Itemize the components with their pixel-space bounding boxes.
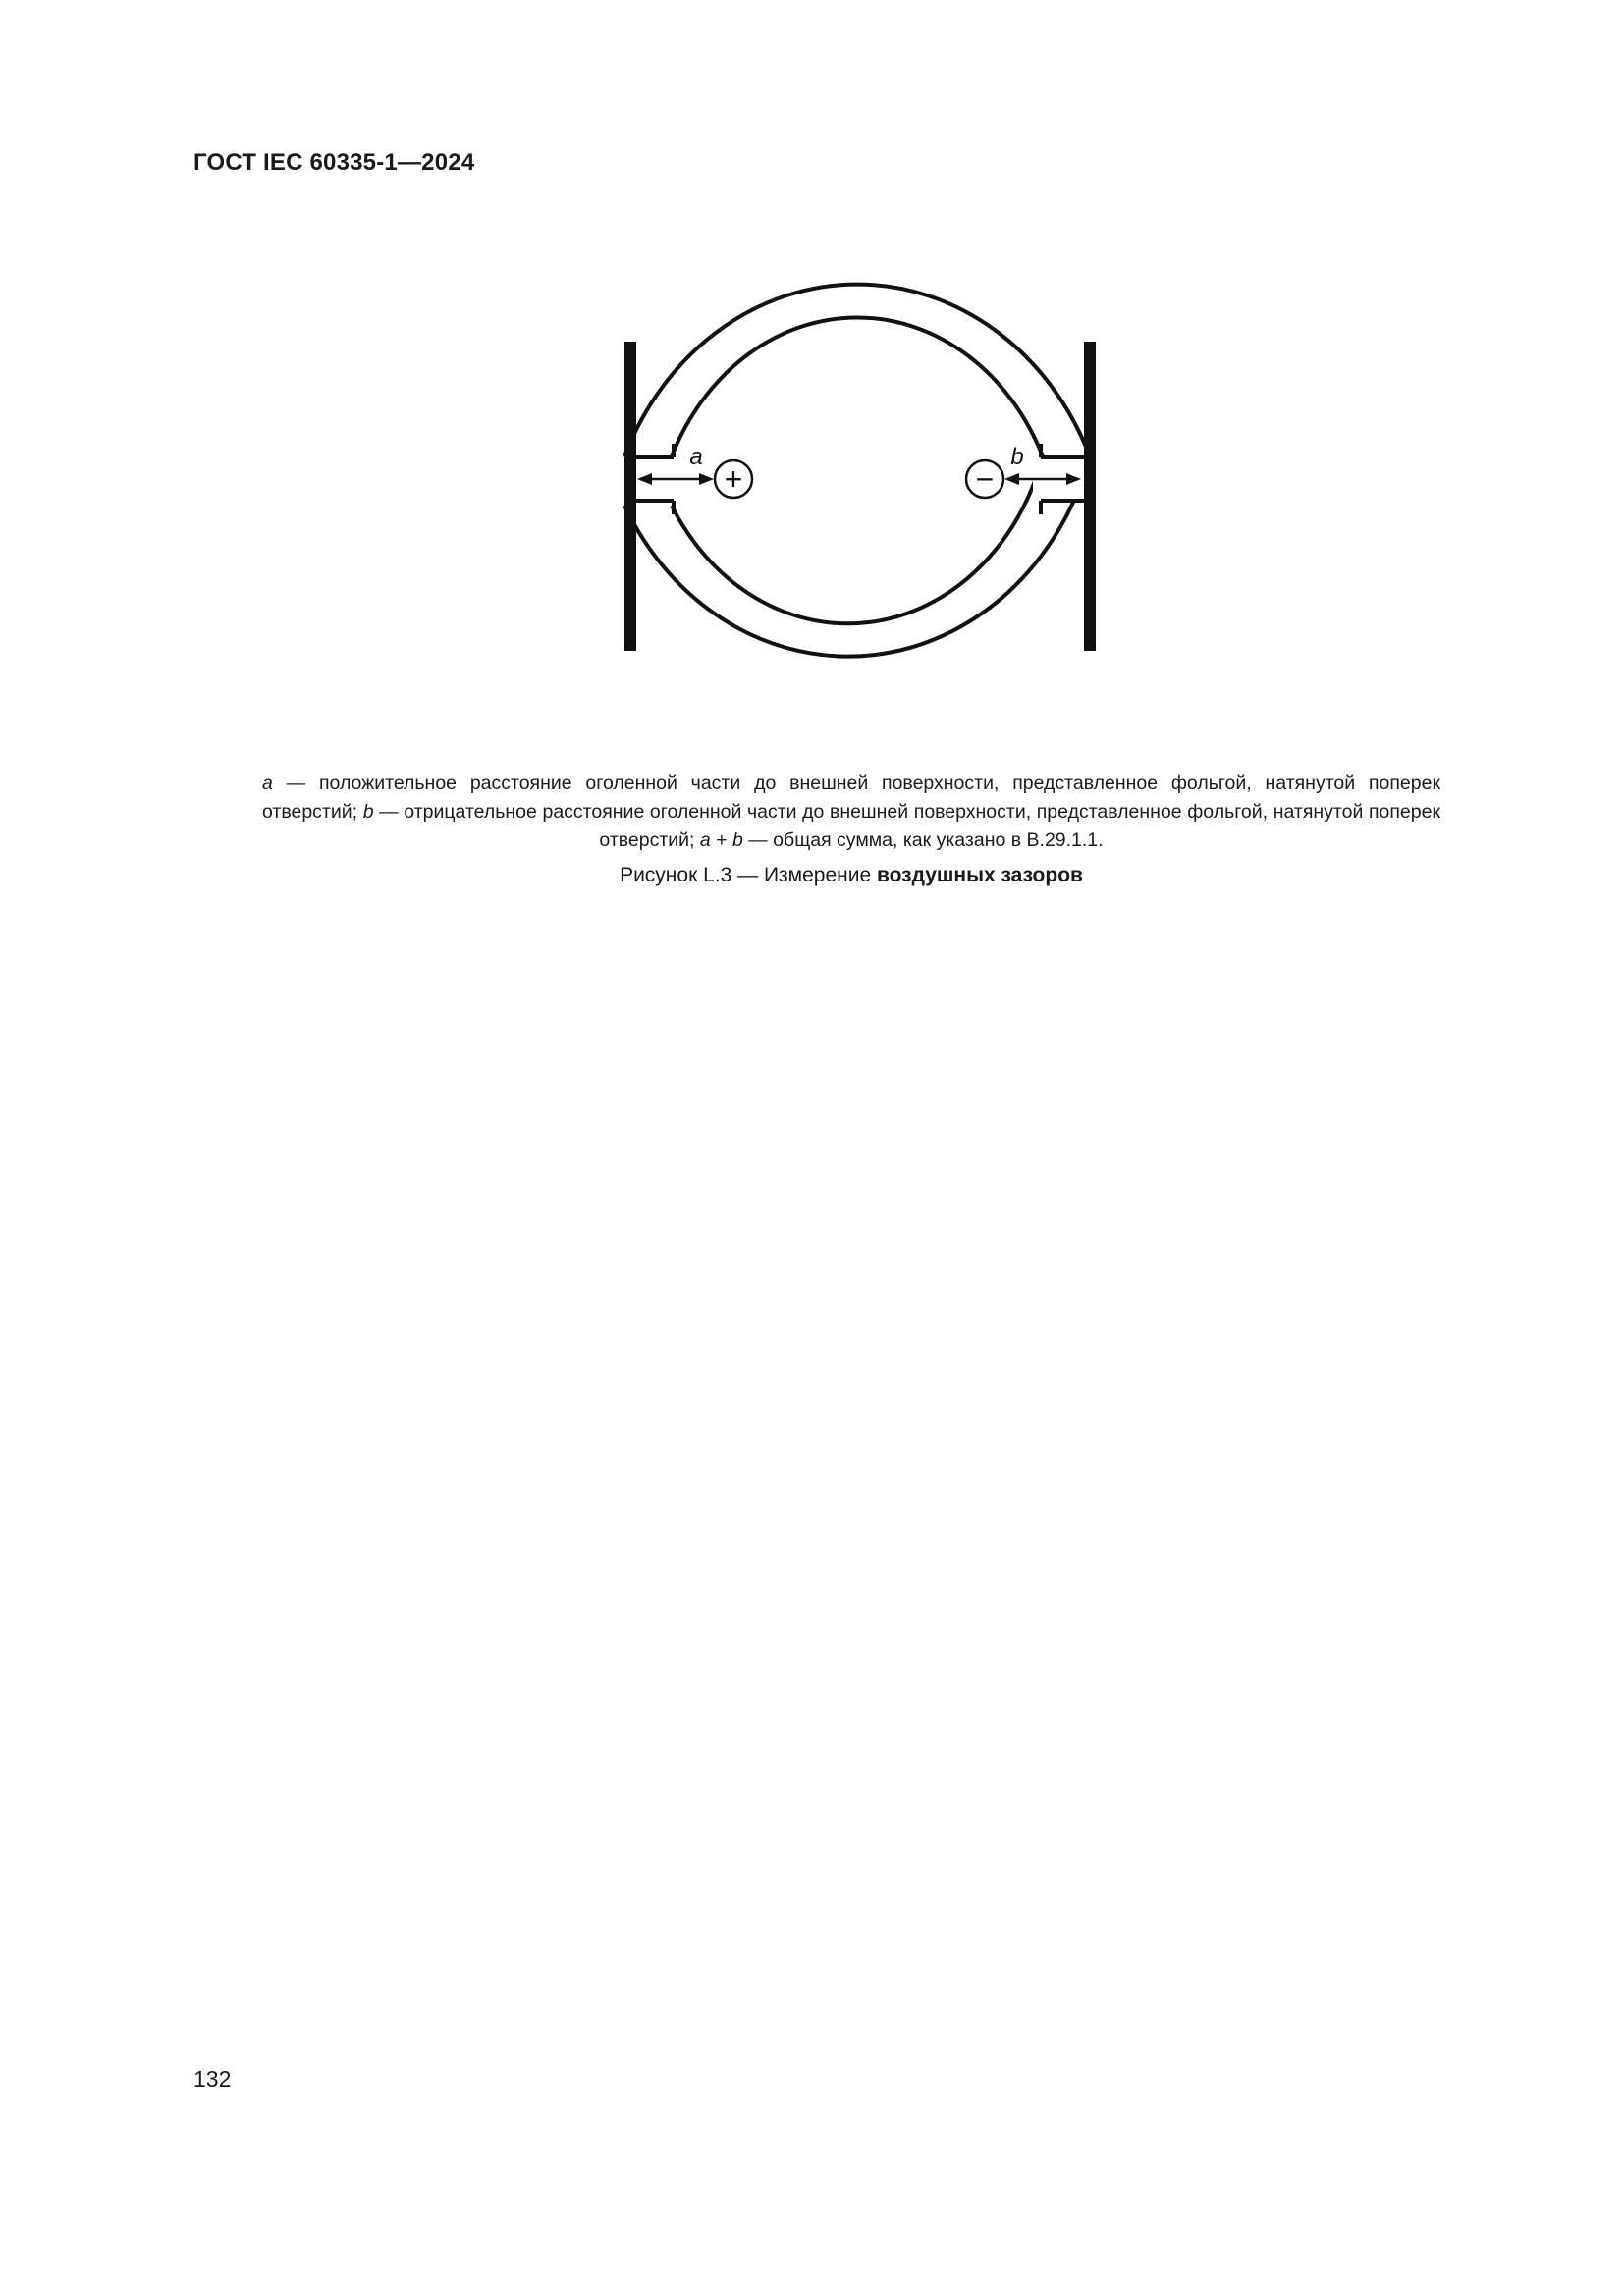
outer-contour bbox=[624, 285, 1090, 657]
legend-sum-b: b bbox=[731, 829, 743, 851]
legend-b-text: — отрицательное расстояние оголенной части до внешней поверхности, представленное фольгой, натянутой поперек отверстий; bbox=[373, 801, 1440, 851]
caption-bold: воздушных зазоров bbox=[877, 864, 1083, 886]
page-number: 132 bbox=[193, 2066, 232, 2092]
positive-sign: + bbox=[724, 461, 743, 497]
label-a: a bbox=[689, 444, 703, 470]
dimension-a-arrow-right bbox=[699, 473, 714, 485]
legend-sum-text: — общая сумма, как указано в B.29.1.1. bbox=[742, 829, 1104, 851]
dimension-b-arrow-left bbox=[1004, 473, 1019, 485]
figure-caption bbox=[0, 864, 1624, 887]
caption-prefix: Рисунок L.3 — Измерение bbox=[620, 864, 877, 886]
legend-sum-a: a bbox=[699, 829, 711, 851]
label-b: b bbox=[1010, 444, 1024, 470]
right-foil-plate bbox=[1084, 342, 1096, 651]
legend-a-symbol: a bbox=[262, 773, 273, 794]
air-clearance-figure bbox=[589, 216, 1119, 746]
legend-b-symbol: b bbox=[362, 801, 374, 823]
document-header: ГОСТ IEC 60335-1—2024 bbox=[193, 149, 475, 176]
figure-drawing bbox=[589, 216, 1119, 746]
negative-sign: − bbox=[975, 461, 995, 497]
left-foil-plate bbox=[624, 342, 636, 651]
legend-plus: + bbox=[710, 829, 732, 851]
figure-legend bbox=[262, 770, 1440, 855]
legend-a-text: — положительное расстояние оголенной части до внешней поверхности, представленное фольгой, натянутой поперек отверстий; bbox=[262, 773, 1440, 823]
